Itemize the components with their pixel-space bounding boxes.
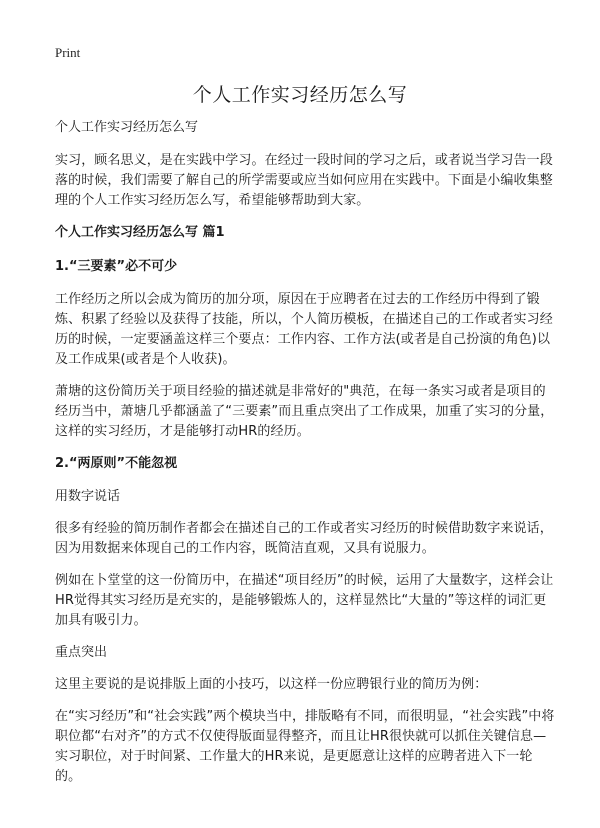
intro-paragraph: 实习，顾名思义，是在实践中学习。在经过一段时间的学习之后，或者说当学习告一段落的时候，我们需要了解自己的所学需要或应当如何应用在实践中。下面是小编收集整理的个人工作实习经历怎么写，希望能够帮助到大家。 bbox=[55, 153, 553, 208]
numbers-label: 用数字说话 bbox=[55, 489, 121, 504]
point2-paragraph-3: 这里主要说的是说排版上面的小技巧，以这样一份应聘银行业的简历为例： bbox=[55, 677, 488, 692]
point2-paragraph-1: 很多有经验的简历制作者都会在描述自己的工作或者实习经历的时候借助数字来说话，因为用数据来体现自己的工作内容，既简洁直观，又具有说服力。 bbox=[55, 521, 553, 556]
point2-heading: 2.“两原则”不能忽视 bbox=[55, 456, 178, 471]
point1-paragraph-2: 萧塘的这份简历关于项目经验的描述就是非常好的"典范，在每一条实习或者是项目的经历当中，萧塘几乎都涵盖了“三要素”而且重点突出了工作成果，加重了实习的分量，这样的实习经历，才是能够打动HR的经历。 bbox=[55, 384, 554, 439]
page-title: 个人工作实习经历怎么写 bbox=[192, 84, 408, 106]
article-subtitle: 个人工作实习经历怎么写 bbox=[55, 120, 199, 135]
point2-paragraph-2: 例如在卜堂堂的这一份简历中，在描述“项目经历”的时候，运用了大量数字，这样会让HR觉得其实习经历是充实的，是能够锻炼人的，这样显然比“大量的”等这样的词汇更加具有吸引力。 bbox=[55, 573, 554, 628]
point1-heading: 1.“三要素”必不可少 bbox=[55, 259, 178, 274]
point2-paragraph-4: 在“实习经历”和“社会实践”两个模块当中，排版略有不同，而很明显，“社会实践”中将职位都“右对齐”的方式不仅使得版面显得整齐，而且让HR很快就可以抓住关键信息—实习职位，对于时间紧、工作量大的HR来说，是更愿意让这样的应聘者进入下一轮的。 bbox=[55, 709, 555, 784]
article-body bbox=[55, 118, 555, 799]
point1-paragraph-1: 工作经历之所以会成为简历的加分项，原因在于应聘者在过去的工作经历中得到了锻炼、积累了经验以及获得了技能，所以，个人简历模板，在描述自己的工作或者实习经历的时候，一定要涵盖这样三个要点：工作内容、工作方法(或者是自己扮演的角色)以及工作成果(或者是个人收获)。 bbox=[55, 292, 553, 367]
highlight-label: 重点突出 bbox=[55, 645, 108, 660]
section-heading: 个人工作实习经历怎么写 篇1 bbox=[55, 225, 225, 240]
print-link[interactable]: Print bbox=[55, 45, 81, 60]
